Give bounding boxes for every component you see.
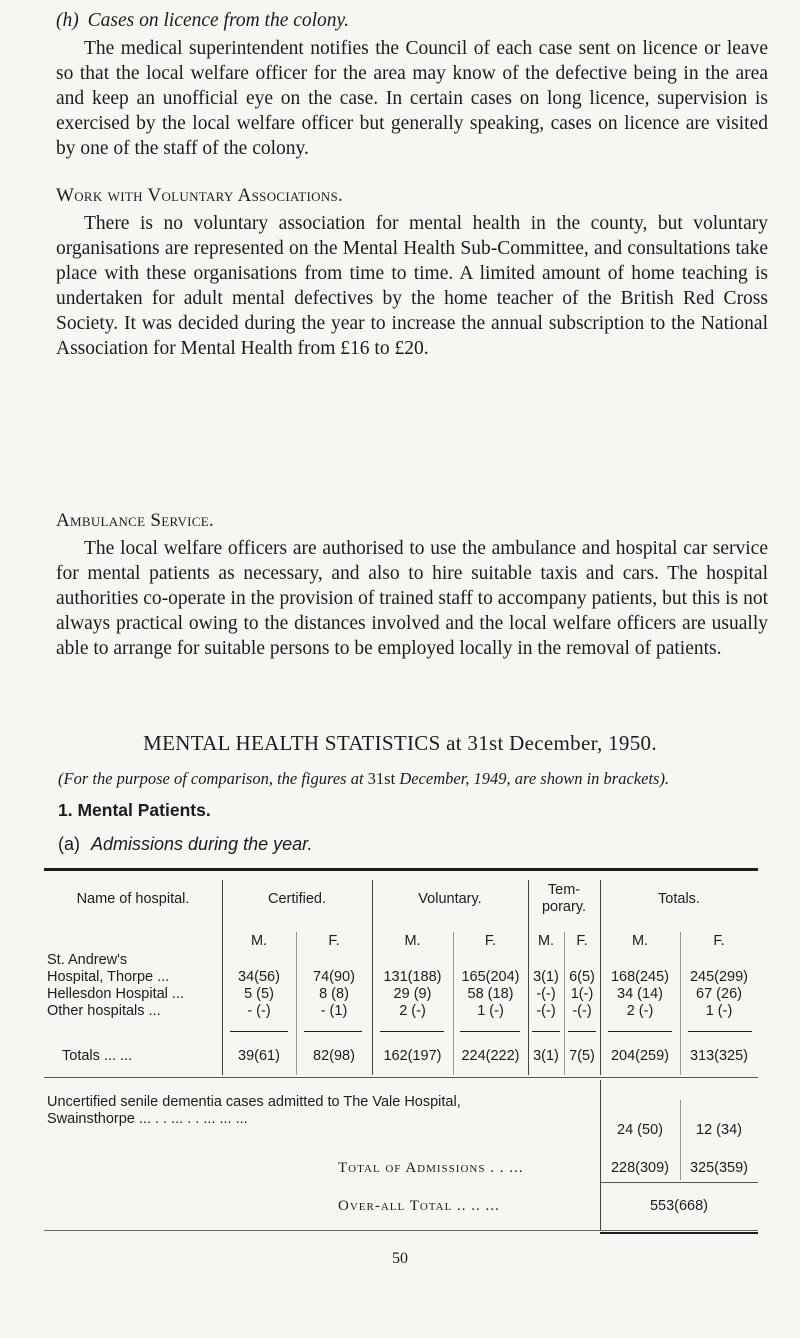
cell-cert-m: 5 (5) — [244, 986, 274, 1002]
cell-tem-f: 6(5) — [569, 969, 595, 985]
ambulance-heading: Ambulance Service. — [56, 510, 215, 531]
header-temporary-2: porary. — [541, 899, 587, 915]
cell-cert-f: 74(90) — [313, 969, 355, 985]
header-totals: Totals. — [658, 891, 700, 907]
total-admissions-m: 228(309) — [610, 1160, 670, 1176]
cell-vol-f: 165(204) — [461, 969, 520, 985]
subheader-m: M. — [404, 933, 421, 949]
total-tot-m: 204(259) — [610, 1048, 670, 1064]
section-h-label: (h) — [56, 10, 79, 31]
overall-total-label: Over-all Total .. .. ... — [338, 1198, 500, 1214]
cell-tem-m: -(-) — [536, 1003, 556, 1019]
row-hospital-name: St. Andrew's — [47, 952, 128, 968]
cell-tot-m: 2 (-) — [626, 1003, 654, 1019]
section-1-heading: 1. Mental Patients. — [58, 800, 211, 820]
cell-tem-f: 1(-) — [570, 986, 594, 1002]
total-tem-f: 7(5) — [569, 1048, 595, 1064]
cell-tot-m: 168(245) — [610, 969, 670, 985]
section-1a-label: (a) — [58, 834, 80, 854]
subtotal-rule — [688, 1031, 752, 1032]
statistics-title: MENTAL HEALTH STATISTICS at 31st December, 1950. — [143, 731, 657, 755]
header-certified: Certified. — [267, 891, 327, 907]
note-pre: (For the purpose of comparison, the figures at — [58, 769, 368, 788]
subtotal-rule — [380, 1031, 444, 1032]
cell-tem-m: -(-) — [536, 986, 556, 1002]
cell-tot-f: 245(299) — [689, 969, 749, 985]
subheader-f: F. — [713, 933, 725, 949]
cell-tot-m: 34 (14) — [617, 986, 663, 1002]
voluntary-heading: Work with Voluntary Associations. — [56, 185, 344, 206]
total-tot-f: 313(325) — [689, 1048, 749, 1064]
total-cert-m: 39(61) — [238, 1048, 280, 1064]
subtotal-rule — [460, 1031, 520, 1032]
senile-f: 12 (34) — [696, 1122, 742, 1138]
subtotal-rule — [532, 1031, 560, 1032]
table-top-rule — [44, 868, 758, 871]
subtotal-rule — [230, 1031, 288, 1032]
cell-tot-f: 67 (26) — [696, 986, 742, 1002]
subheader-f: F. — [576, 933, 588, 949]
cell-tem-f: -(-) — [572, 1003, 592, 1019]
senile-m: 24 (50) — [617, 1122, 663, 1138]
subtotal-rule — [568, 1031, 596, 1032]
cell-vol-m: 29 (9) — [393, 986, 432, 1002]
voluntary-body: There is no voluntary association for mental health in the county, but voluntary organisations are represented on the Mental Health Sub-Committee, and consultations take place with these organisations from time to time. A limited amount of home teaching is undertaken for adult mental defectives by the home teacher of the British Red Cross Society. It was decided during the year to increase the annual subscription to the National Association for Mental Health from £16 to £20. — [56, 213, 768, 359]
subheader-m: M. — [631, 933, 649, 949]
row-hospital-name: Hellesdon Hospital ... — [47, 986, 185, 1002]
total-tem-m: 3(1) — [533, 1048, 559, 1064]
cell-cert-m: - (-) — [247, 1003, 271, 1019]
cell-cert-f: - (1) — [320, 1003, 348, 1019]
ambulance-body: The local welfare officers are authorised to use the ambulance and hospital car service for mental patients as necessary, and also to hire suitable taxis and cars. The hospital authorities co-operate in the provision of trained staff to accompany patients, but this is not always practical owing to the distances involved and the local welfare officers are usually able to arrange for suitable persons to be employed locally in the removal of patients. — [56, 538, 768, 659]
totals-label: Totals ... ... — [62, 1048, 133, 1064]
total-cert-f: 82(98) — [313, 1048, 355, 1064]
table-mid-rule — [44, 1077, 758, 1078]
subtotal-rule — [304, 1031, 362, 1032]
cell-vol-f: 1 (-) — [477, 1003, 504, 1019]
row-hospital-name: Other hospitals ... — [47, 1003, 161, 1019]
section-1a-title: Admissions during the year. — [91, 834, 313, 854]
senile-label-1: Uncertified senile dementia cases admitted to The Vale Hospital, — [47, 1094, 461, 1110]
header-hospital: Name of hospital. — [76, 891, 190, 907]
subheader-f: F. — [484, 933, 497, 949]
total-admissions-f: 325(359) — [689, 1160, 749, 1176]
total-vol-m: 162(197) — [383, 1048, 442, 1064]
table-bottom-rule — [600, 1232, 758, 1234]
cell-tot-f: 1 (-) — [705, 1003, 733, 1019]
subheader-f: F. — [328, 933, 340, 949]
cell-vol-m: 131(188) — [383, 969, 442, 985]
overall-rule — [600, 1182, 758, 1183]
note-post: December, 1949, are shown in brackets). — [395, 769, 670, 788]
cell-cert-f: 8 (8) — [319, 986, 349, 1002]
subtotal-rule — [608, 1031, 672, 1032]
cell-cert-m: 34(56) — [238, 969, 280, 985]
header-temporary-1: Tem- — [547, 882, 581, 898]
total-vol-f: 224(222) — [461, 1048, 520, 1064]
section-h-body: The medical superintendent notifies the Council of each case sent on licence or leave so that the local welfare officer for the area may know of the defective being in the area and keep an unofficial eye on the case. In certain cases on long licence, supervision is exercised by the local welfare officer but generally speaking, cases on licence are visited by one of the staff of the colony. — [56, 38, 768, 159]
subheader-m: M. — [250, 933, 268, 949]
row-hospital-name: Hospital, Thorpe ... — [47, 969, 170, 985]
cell-tem-m: 3(1) — [533, 969, 559, 985]
header-voluntary: Voluntary. — [418, 891, 482, 907]
page-number: 50 — [392, 1250, 408, 1267]
senile-label-2: Swainsthorpe ... . . ... . . ... ... ... — [47, 1111, 248, 1127]
table-bottom-rule — [44, 1230, 758, 1231]
cell-vol-m: 2 (-) — [399, 1003, 426, 1019]
cell-vol-f: 58 (18) — [467, 986, 514, 1002]
note-date: 31st — [367, 769, 396, 788]
total-admissions-label: Total of Admissions . . ... — [338, 1160, 524, 1176]
overall-total-value: 553(668) — [649, 1198, 709, 1214]
section-h-title: Cases on licence from the colony. — [87, 10, 350, 31]
subheader-m: M. — [537, 933, 555, 949]
